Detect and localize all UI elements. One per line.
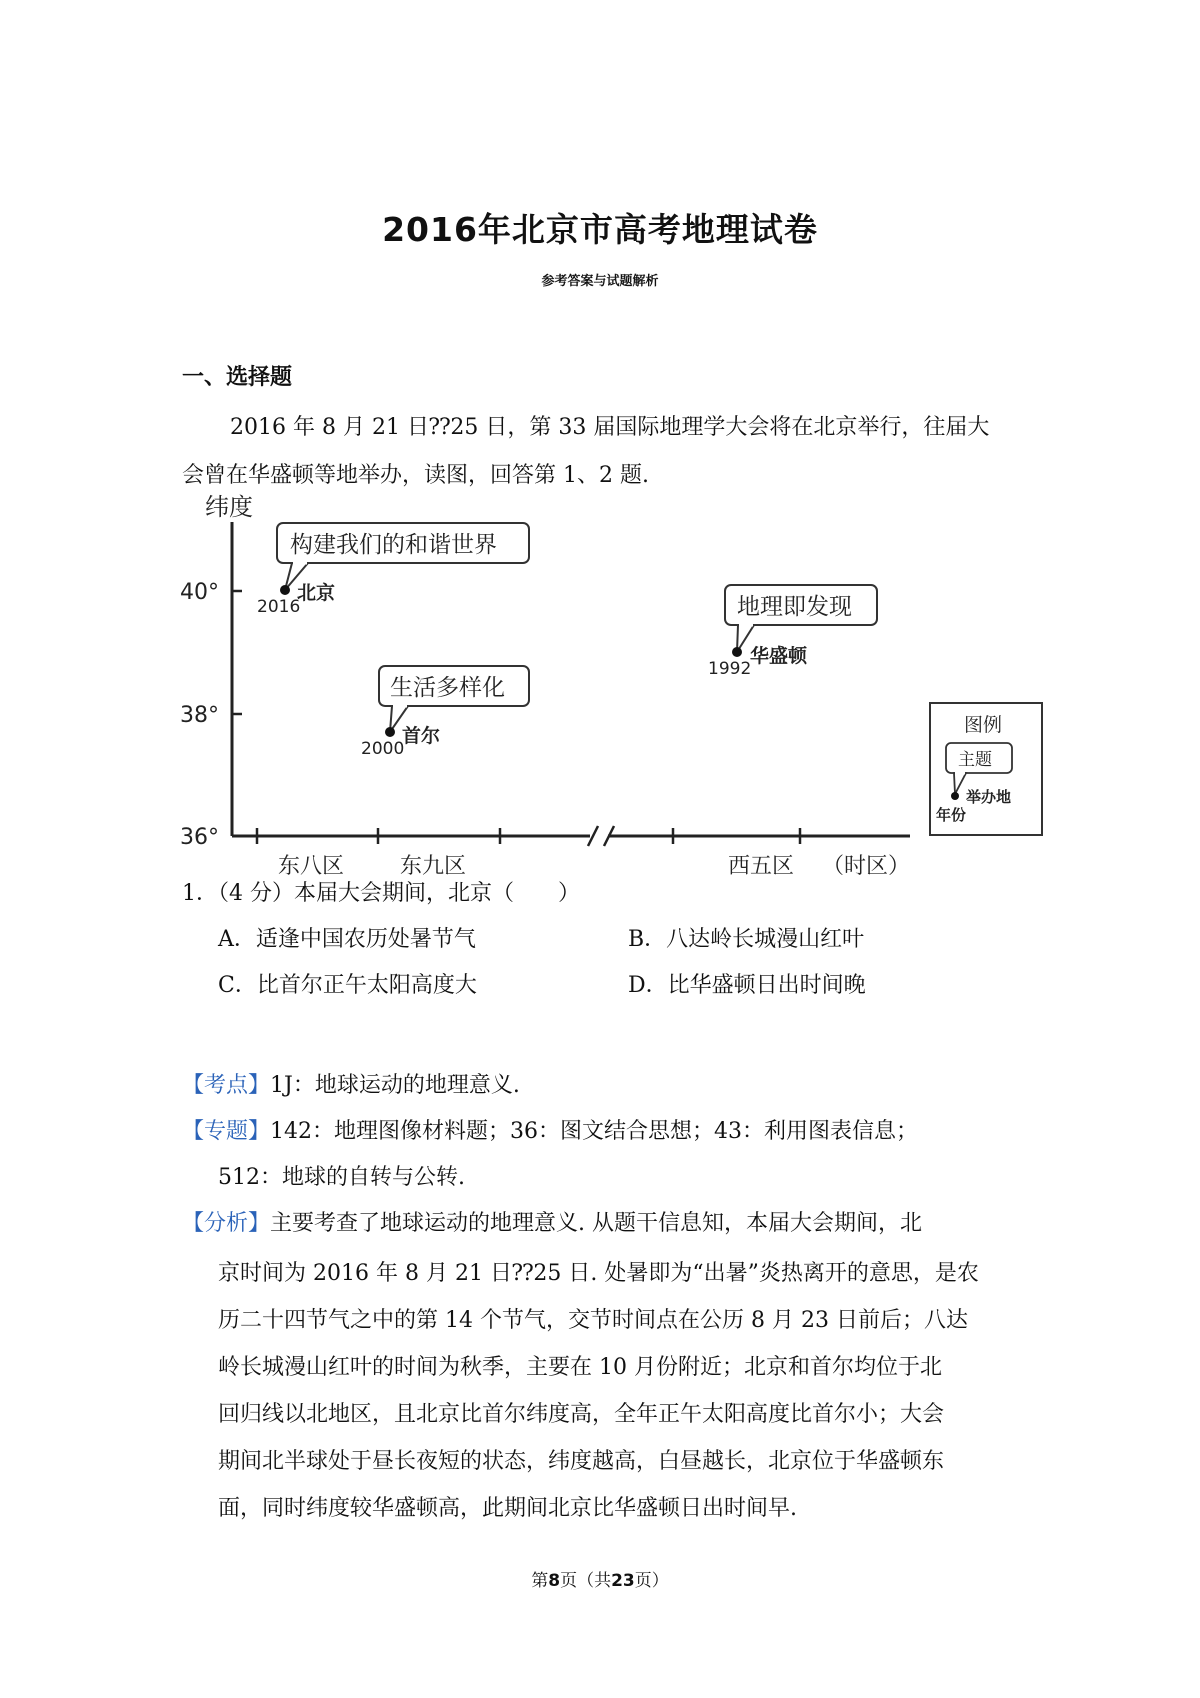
legend-point bbox=[951, 792, 959, 800]
section-heading: 一、选择题 bbox=[182, 365, 293, 390]
footer-prefix: 第 bbox=[531, 1571, 549, 1591]
option-b: B．八达岭长城漫山红叶 bbox=[628, 927, 865, 952]
year-washington: 1992 bbox=[708, 659, 752, 679]
city-seoul: 首尔 bbox=[402, 725, 441, 747]
x-tick-east9: 东九区 bbox=[400, 854, 467, 879]
fenxi-tag: 【分析】 bbox=[182, 1211, 271, 1236]
option-a: A．适逢中国农历处暑节气 bbox=[218, 927, 476, 952]
zhuanti-tag: 【专题】 bbox=[182, 1119, 271, 1144]
x-tick-east8: 东八区 bbox=[278, 854, 345, 879]
intro-line-2: 会曾在华盛顿等地举办，读图，回答第 1、2 题. bbox=[182, 463, 649, 488]
city-washington: 华盛顿 bbox=[750, 645, 808, 667]
theme-washington: 地理即发现 bbox=[737, 594, 852, 620]
fenxi-line: 回归线以北地区，且北京比首尔纬度高，全年正午太阳高度比首尔小；大会 bbox=[218, 1402, 945, 1427]
kaodian-row bbox=[182, 1068, 520, 1099]
kaodian-tag: 【考点】 bbox=[182, 1073, 271, 1098]
fenxi-row bbox=[182, 1206, 922, 1237]
question-stem: 1．（4 分）本届大会期间，北京（ ） bbox=[182, 881, 580, 906]
fenxi-line: 历二十四节气之中的第 14 个节气，交节时间点在公历 8 月 23 日前后；八达 bbox=[218, 1308, 968, 1333]
theme-seoul: 生活多样化 bbox=[390, 675, 505, 701]
fenxi-line: 面，同时纬度较华盛顿高，此期间北京比华盛顿日出时间早. bbox=[218, 1496, 797, 1521]
point-seoul bbox=[385, 727, 395, 737]
fenxi-line: 京时间为 2016 年 8 月 21 日⁇25 日. 处暑即为“出暑”炎热离开的意思，是农 bbox=[218, 1261, 979, 1286]
legend-theme: 主题 bbox=[958, 750, 992, 770]
y-tick-40: 40° bbox=[180, 580, 219, 605]
year-beijing: 2016 bbox=[257, 597, 301, 617]
fenxi-text: 主要考查了地球运动的地理意义. 从题干信息知，本届大会期间，北 bbox=[270, 1211, 923, 1236]
page-subtitle: 参考答案与试题解析 bbox=[541, 274, 659, 289]
y-tick-36: 36° bbox=[180, 825, 219, 850]
theme-beijing: 构建我们的和谐世界 bbox=[290, 532, 497, 558]
footer-page-number: 8 bbox=[548, 1571, 561, 1591]
legend-year: 年份 bbox=[936, 806, 967, 824]
point-beijing bbox=[280, 585, 290, 595]
x-tick-west5: 西五区 bbox=[728, 854, 795, 879]
zhuanti-row bbox=[182, 1114, 918, 1145]
footer-suffix: 页） bbox=[634, 1571, 669, 1591]
latitude-timezone-figure bbox=[0, 490, 1200, 880]
y-axis-label: 纬度 bbox=[205, 493, 253, 521]
legend-place: 举办地 bbox=[966, 788, 1012, 806]
zhuanti-text: 142：地理图像材料题；36：图文结合思想；43：利用图表信息； bbox=[270, 1119, 918, 1144]
fenxi-line: 期间北半球处于昼长夜短的状态，纬度越高，白昼越长，北京位于华盛顿东 bbox=[218, 1449, 945, 1474]
legend-title: 图例 bbox=[964, 714, 1003, 736]
year-seoul: 2000 bbox=[361, 739, 405, 759]
footer-total-pages: 23 bbox=[611, 1571, 635, 1591]
city-beijing: 北京 bbox=[297, 582, 336, 604]
fenxi-line: 岭长城漫山红叶的时间为秋季，主要在 10 月份附近；北京和首尔均位于北 bbox=[218, 1355, 942, 1380]
point-washington bbox=[732, 647, 742, 657]
x-axis-unit: （时区） bbox=[822, 854, 911, 879]
intro-line-1: 2016 年 8 月 21 日⁇25 日，第 33 届国际地理学大会将在北京举行，往届大 bbox=[230, 415, 990, 440]
fenxi-continuation bbox=[218, 1250, 979, 1532]
option-d: D．比华盛顿日出时间晚 bbox=[628, 973, 866, 998]
intro-paragraph bbox=[182, 404, 1022, 500]
page-title: 2016年北京市高考地理试卷 bbox=[382, 210, 818, 249]
page-footer bbox=[0, 1566, 1200, 1591]
kaodian-text: 1J：地球运动的地理意义. bbox=[270, 1073, 520, 1098]
zhuanti-text-2: 512：地球的自转与公转. bbox=[218, 1165, 465, 1190]
option-c: C．比首尔正午太阳高度大 bbox=[218, 973, 477, 998]
y-tick-38: 38° bbox=[180, 703, 219, 728]
footer-middle: 页（共 bbox=[560, 1571, 612, 1591]
